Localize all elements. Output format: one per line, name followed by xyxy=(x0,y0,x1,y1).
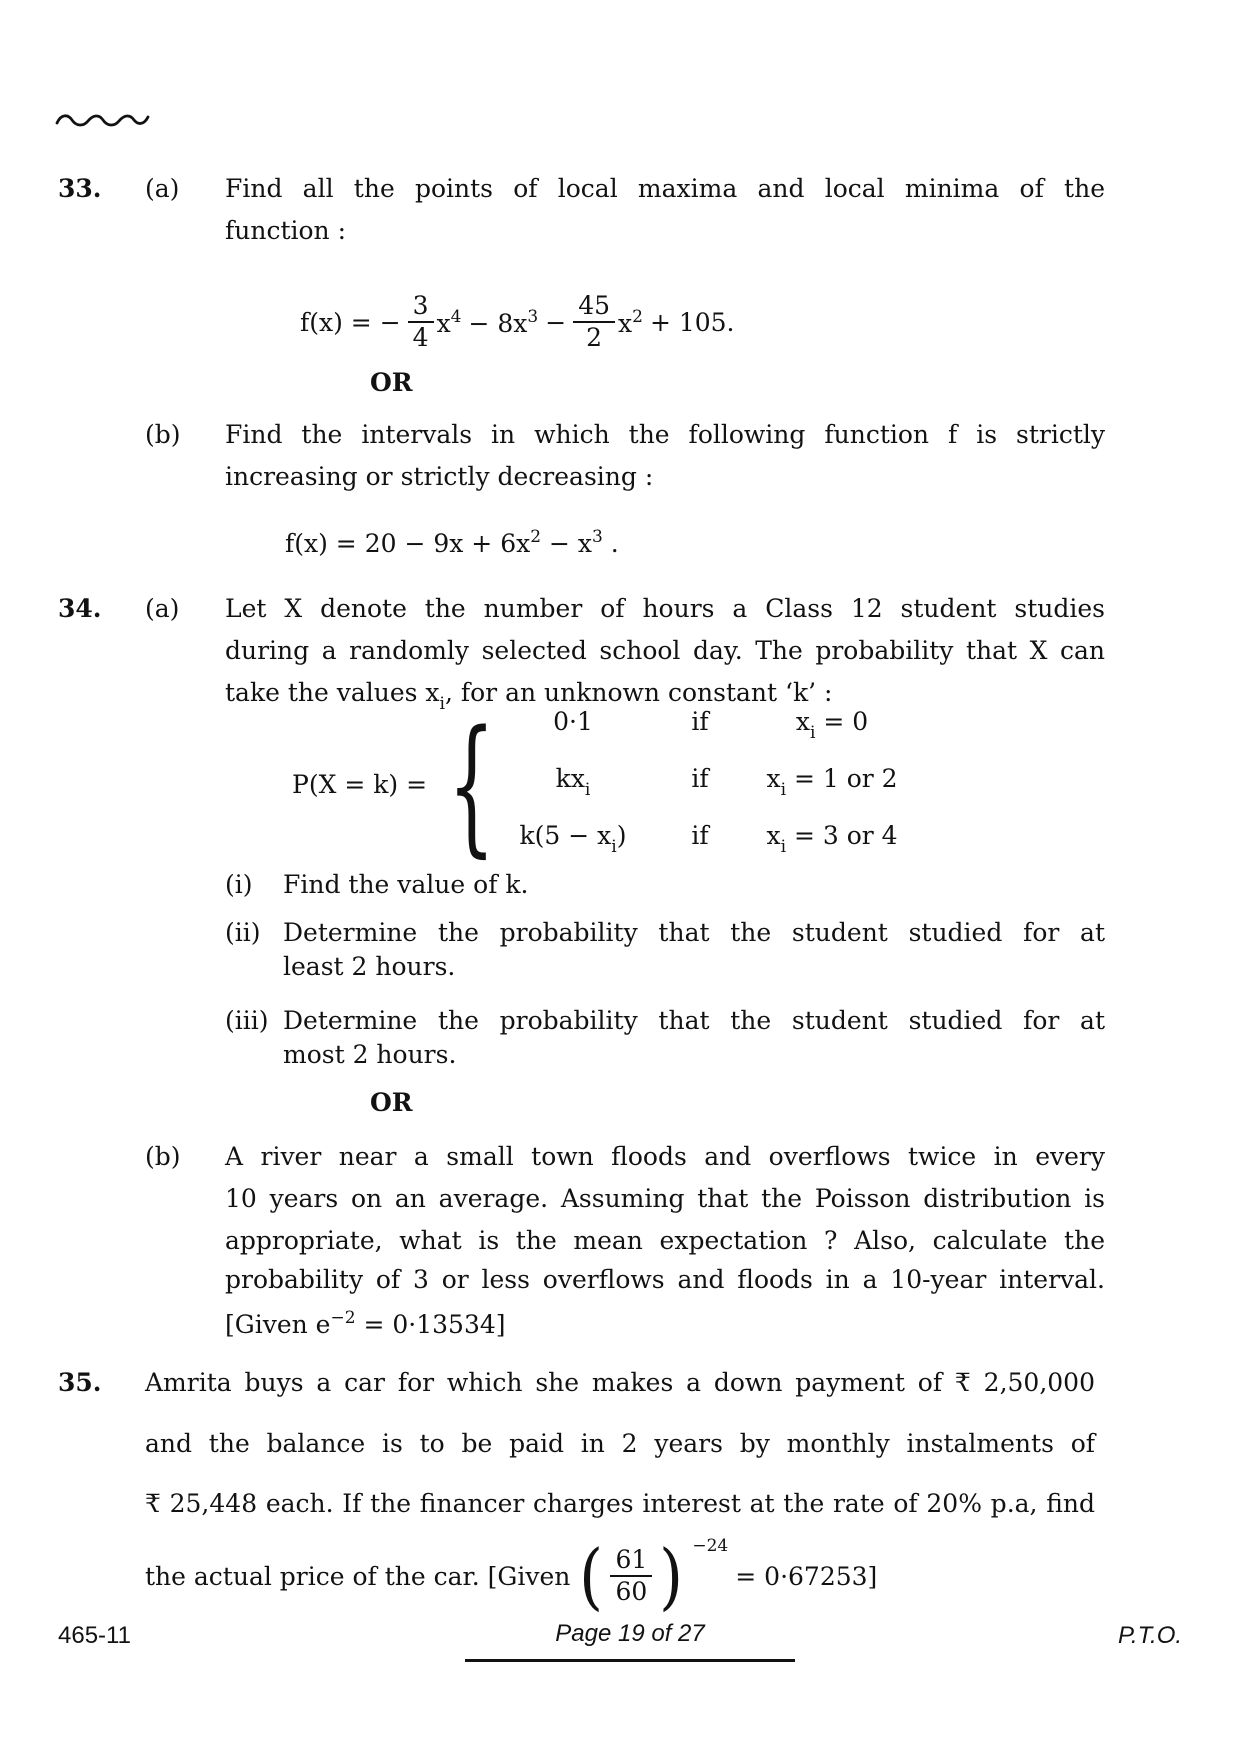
exponent: 4 xyxy=(450,306,462,327)
question-text-line: A river near a small town floods and overflows twice in every xyxy=(225,1142,1105,1171)
formula-operator: − xyxy=(545,307,567,337)
squiggle-icon xyxy=(55,108,151,140)
question-text-line: take the values $x_i$, for an unknown constant ‘k’ : xyxy=(225,678,833,714)
exponent: 2 xyxy=(632,306,643,327)
exponent: −24 xyxy=(692,1536,729,1556)
case-condition: $x_i = 3$ or 4 xyxy=(766,821,898,857)
question-text-line: ₹ 25,448 each. If the financer charges interest at the rate of 20% p.a, find xyxy=(145,1489,1095,1518)
part-label: (b) xyxy=(145,1142,181,1171)
question-text-line: and the balance is to be paid in 2 years by monthly instalments of xyxy=(145,1429,1095,1458)
exponent: 3 xyxy=(591,527,603,547)
subpart-text-line: Find the value of k. xyxy=(283,870,529,899)
case-condition: $x_i = 1$ or 2 xyxy=(766,764,898,800)
question-last-line xyxy=(145,1528,877,1624)
case-if: if xyxy=(691,764,709,793)
piecewise-cases xyxy=(483,706,927,863)
question-text-line: 10 years on an average. Assuming that the Poisson distribution is xyxy=(225,1184,1105,1213)
left-brace: { xyxy=(448,698,496,871)
question-text-line: Find the intervals in which the following function f is strictly xyxy=(225,420,1105,449)
formula-tail: + 105. xyxy=(649,307,735,337)
fraction-numerator: 3 xyxy=(408,292,434,323)
fraction-denominator: 4 xyxy=(412,323,429,352)
question-number: 33. xyxy=(58,174,102,203)
question-text-line: during a randomly selected school day. The probability that X can xyxy=(225,636,1105,665)
part-label: (b) xyxy=(145,420,181,449)
text-before-fraction: the actual price of the car. [Given xyxy=(145,1561,571,1591)
case-value: 0·1 xyxy=(553,707,593,736)
question-number: 35. xyxy=(58,1368,102,1397)
case-if: if xyxy=(691,821,709,850)
fraction xyxy=(610,1546,652,1606)
question-text-line: appropriate, what is the mean expectation ? Also, calculate the xyxy=(225,1226,1105,1255)
question-text-line: function : xyxy=(225,216,347,245)
exponent: −2 xyxy=(330,1308,356,1328)
fraction xyxy=(408,292,434,352)
question-text-line: increasing or strictly decreasing : xyxy=(225,462,654,491)
pto-label: P.T.O. xyxy=(1118,1622,1183,1649)
case-condition: $x_i = 0$ xyxy=(795,707,869,743)
text-after-fraction: = 0·67253] xyxy=(735,1561,878,1591)
fraction-numerator: 45 xyxy=(573,292,615,323)
subpart-label: (iii) xyxy=(225,1006,269,1035)
subpart-text-line: most 2 hours. xyxy=(283,1040,457,1069)
case-value: $kx_i$ xyxy=(555,764,591,800)
formula-lhs: f(x) = − xyxy=(300,307,401,337)
page-number: Page 19 of 27 xyxy=(555,1620,705,1647)
subpart-text-line: Determine the probability that the student studied for at xyxy=(283,1006,1105,1035)
piecewise-lhs: P(X = k) = xyxy=(292,770,428,799)
exponent: 2 xyxy=(530,527,542,547)
question-text-line: Let X denote the number of hours a Class 12 student studies xyxy=(225,594,1105,623)
question-text-line: probability of 3 or less overflows and floods in a 10-year interval. xyxy=(225,1265,1105,1294)
formula-term: $x^4$ xyxy=(436,306,462,338)
subpart-text-line: Determine the probability that the student studied for at xyxy=(283,918,1105,947)
question-number: 34. xyxy=(58,594,102,623)
formula-33a xyxy=(300,292,735,352)
fraction-numerator: 61 xyxy=(610,1546,652,1577)
close-paren: ) xyxy=(659,1534,684,1618)
question-text-line: Find all the points of local maxima and local minima of the xyxy=(225,174,1105,203)
or-separator: OR xyxy=(370,1088,413,1117)
part-label: (a) xyxy=(145,174,180,203)
piecewise-definition xyxy=(292,698,927,871)
fraction xyxy=(573,292,615,352)
subpart-label: (i) xyxy=(225,870,253,899)
exponent: 3 xyxy=(527,306,539,327)
footer-rule xyxy=(465,1659,795,1662)
subpart-text-line: least 2 hours. xyxy=(283,952,456,981)
formula-term: $x^2$ xyxy=(618,306,643,338)
subpart-label: (ii) xyxy=(225,918,261,947)
question-text-line: Amrita buys a car for which she makes a down payment of ₹ 2,50,000 xyxy=(145,1368,1095,1397)
case-value: $k(5 - x_i)$ xyxy=(519,821,627,857)
case-if: if xyxy=(691,707,709,736)
formula-term: − $8x^3$ xyxy=(468,306,539,338)
subscript: i xyxy=(439,694,445,714)
or-separator: OR xyxy=(370,368,413,397)
fraction-denominator: 60 xyxy=(615,1577,648,1606)
given-note: [Given $e^{-2} = 0\cdot 13534$] xyxy=(225,1308,506,1339)
formula-33b: $f(x) = 20 - 9x + 6x^2 - x^3$ . xyxy=(285,527,619,558)
part-label: (a) xyxy=(145,594,180,623)
open-paren: ( xyxy=(579,1534,604,1618)
fraction-denominator: 2 xyxy=(586,323,603,352)
paper-code: 465-11 xyxy=(58,1622,131,1649)
